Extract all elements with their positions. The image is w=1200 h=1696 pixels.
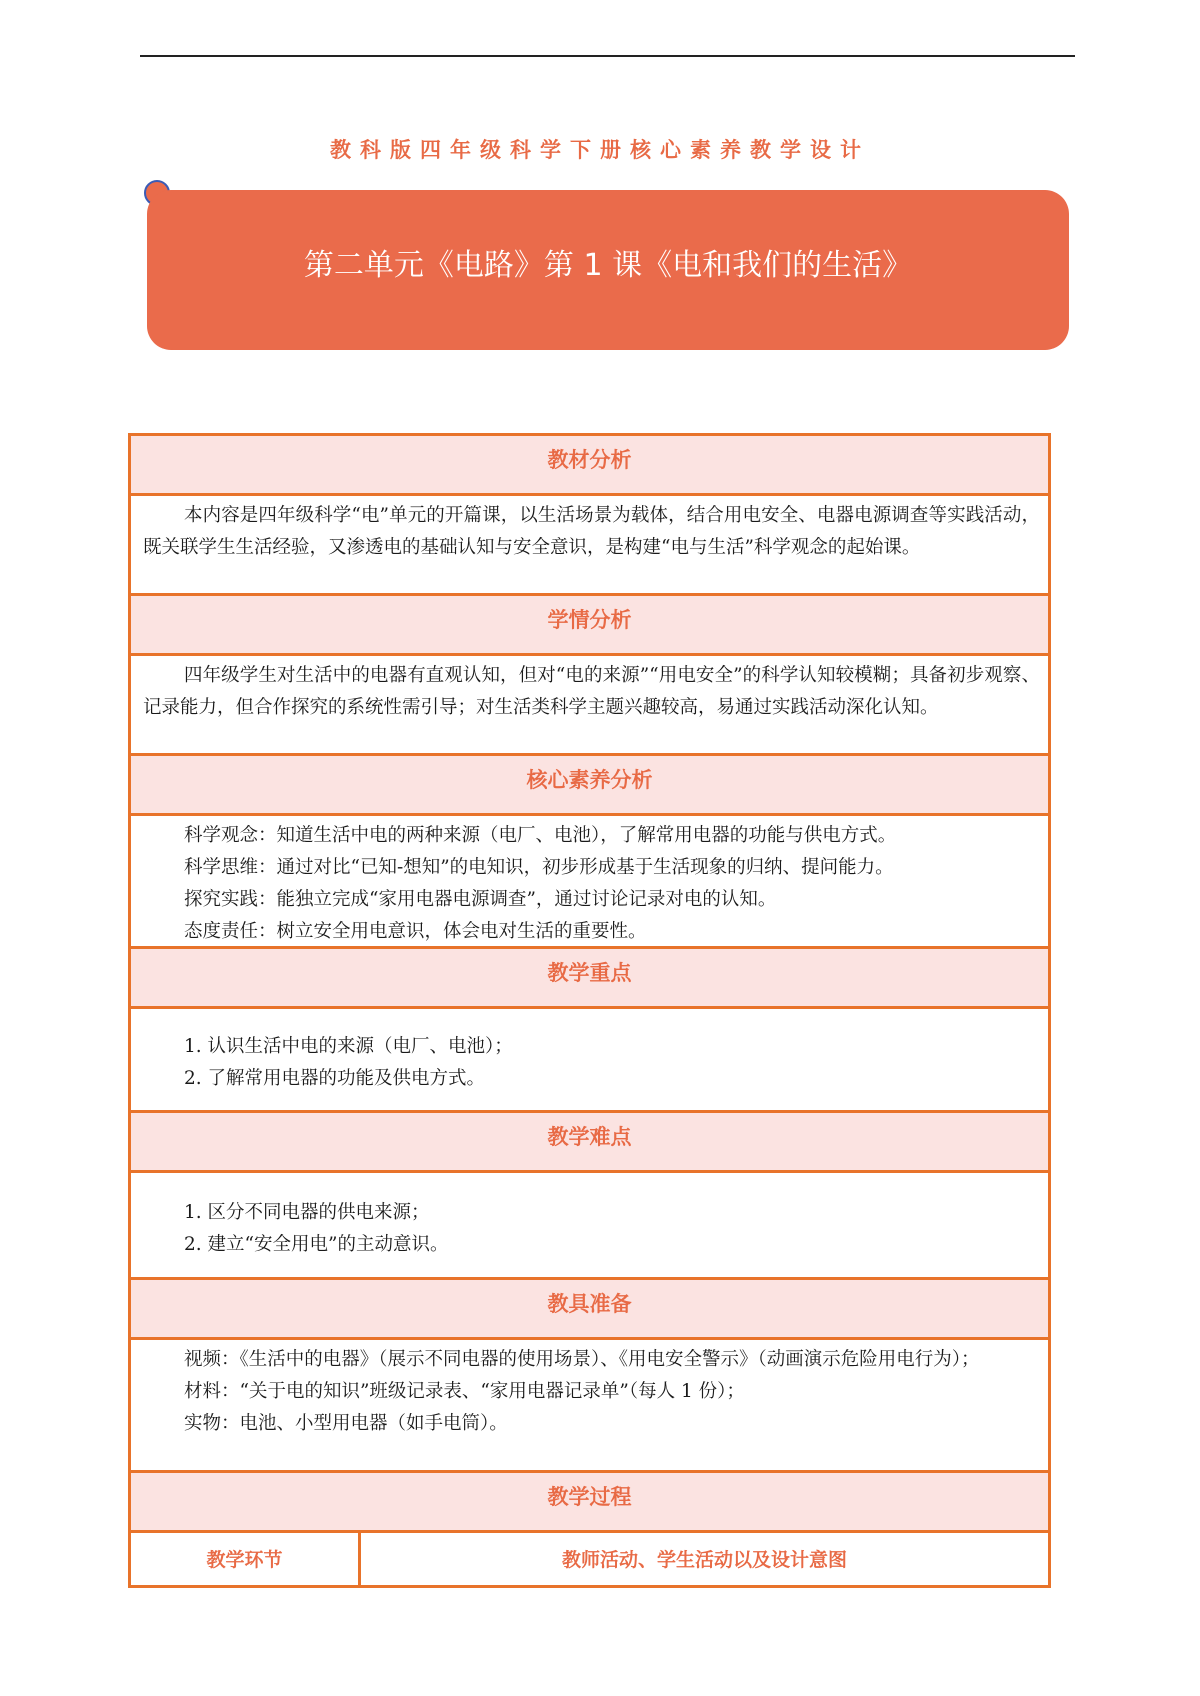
key-point-line: 1. 认识生活中电的来源（电厂、电池）； xyxy=(184,1036,513,1057)
section-body-key-points xyxy=(131,1009,1048,1113)
literacy-line: 科学观念：知道生活中电的两种来源（电厂、电池），了解常用电器的功能与供电方式。 xyxy=(184,825,897,846)
materials-items: 材料：“关于电的知识”班级记录表、“家用电器记录单”（每人 1 份）； xyxy=(184,1381,745,1402)
series-title: 教科版四年级科学下册核心素养教学设计 xyxy=(330,138,870,162)
materials-video: 视频：《生活中的电器》（展示不同电器的使用场景）、《用电安全警示》（动画演示危险用电行为）； xyxy=(184,1349,980,1370)
textbook-analysis-text: 本内容是四年级科学“电”单元的开篇课，以生活场景为载体，结合用电安全、电器电源调查等实践活动，既关联学生生活经验，又渗透电的基础认知与安全意识，是构建“电与生活”科学观念的起始课。 xyxy=(143,505,1040,558)
materials-objects: 实物：电池、小型用电器（如手电筒）。 xyxy=(184,1413,508,1434)
difficulty-line: 1. 区分不同电器的供电来源； xyxy=(184,1202,430,1223)
section-body-textbook xyxy=(131,496,1048,596)
section-header-difficulties: 教学难点 xyxy=(131,1113,1048,1173)
section-header-process: 教学过程 xyxy=(131,1473,1048,1533)
student-analysis-text: 四年级学生对生活中的电器有直观认知，但对“电的来源”“用电安全”的科学认知较模糊；具备初步观察、记录能力，但合作探究的系统性需引导；对生活类科学主题兴趣较高，易通过实践活动深化认知。 xyxy=(143,665,1040,718)
section-header-materials: 教具准备 xyxy=(131,1280,1048,1340)
lesson-title: 第二单元《电路》第 1 课《电和我们的生活》 xyxy=(303,248,913,283)
section-header-key-points: 教学重点 xyxy=(131,949,1048,1009)
section-header-literacy: 核心素养分析 xyxy=(131,756,1048,816)
process-column-headers xyxy=(131,1533,1048,1585)
key-point-line: 2. 了解常用电器的功能及供电方式。 xyxy=(184,1068,486,1089)
literacy-line: 态度责任：树立安全用电意识，体会电对生活的重要性。 xyxy=(184,921,647,942)
section-body-materials xyxy=(131,1340,1048,1473)
process-col-stage: 教学环节 xyxy=(131,1533,361,1585)
section-body-literacy xyxy=(131,816,1048,949)
difficulty-line: 2. 建立“安全用电”的主动意识。 xyxy=(184,1234,449,1255)
section-header-students: 学情分析 xyxy=(131,596,1048,656)
literacy-line: 探究实践：能独立完成“家用电器电源调查”，通过讨论记录对电的认知。 xyxy=(184,889,777,910)
section-header-textbook: 教材分析 xyxy=(131,436,1048,496)
lesson-plan-table xyxy=(128,433,1051,1588)
literacy-line: 科学思维：通过对比“已知-想知”的电知识，初步形成基于生活现象的归纳、提问能力。 xyxy=(184,857,894,878)
header-rule xyxy=(140,55,1075,57)
process-col-activities: 教师活动、学生活动以及设计意图 xyxy=(561,1549,847,1571)
section-body-difficulties xyxy=(131,1173,1048,1280)
section-body-students xyxy=(131,656,1048,756)
lesson-banner xyxy=(147,190,1069,350)
